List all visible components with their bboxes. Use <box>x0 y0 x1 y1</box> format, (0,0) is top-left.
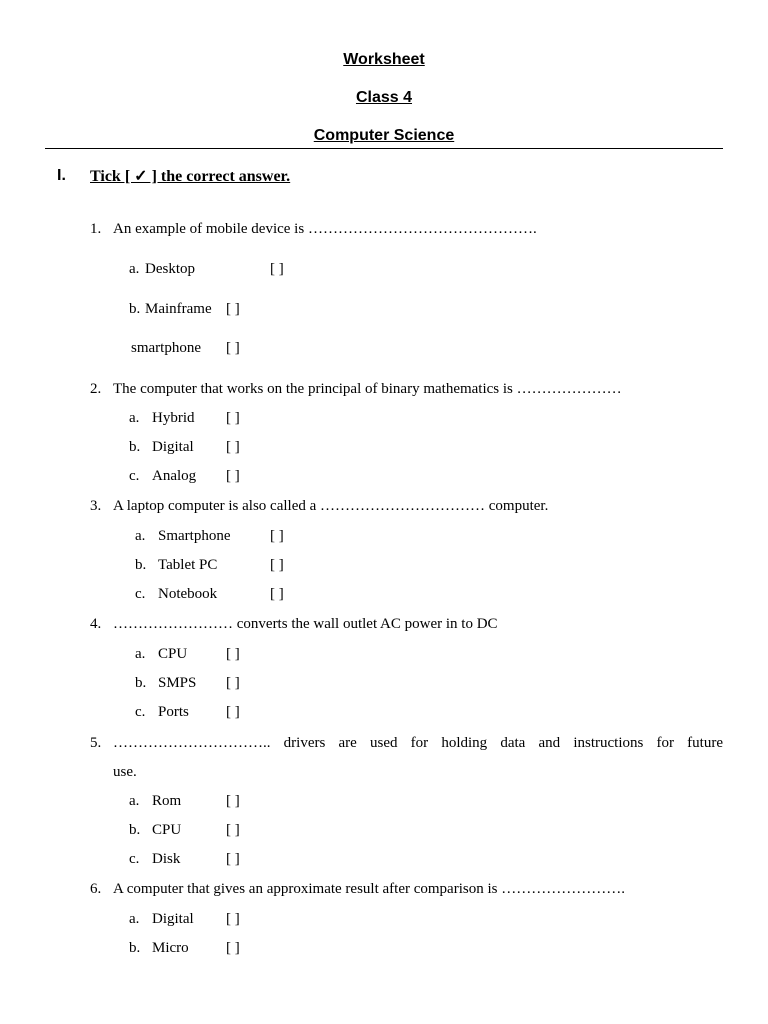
question-text: …………………… converts the wall outlet AC power in to DC <box>113 616 498 632</box>
option-label: Tablet PC <box>158 557 218 573</box>
answer-box[interactable]: [ ] <box>270 586 284 602</box>
answer-box[interactable]: [ ] <box>270 557 284 573</box>
answer-box[interactable]: [ ] <box>226 410 240 426</box>
option-letter: b. <box>129 940 141 956</box>
section-number: I. <box>57 167 66 184</box>
option-letter: a. <box>129 911 140 927</box>
option-letter: c. <box>135 704 146 720</box>
question-text-line: use. <box>113 764 137 780</box>
option-label: Disk <box>152 851 181 867</box>
option-letter: c. <box>129 851 140 867</box>
option-label: Digital <box>152 911 194 927</box>
question-text: A computer that gives an approximate result after comparison is ……………………. <box>113 881 625 897</box>
option-label: Notebook <box>158 586 218 602</box>
option-label: smartphone <box>131 340 201 356</box>
answer-box[interactable]: [ ] <box>226 468 240 484</box>
question-text-line: ………………………….. drivers are used for holding data and instructions for future <box>113 735 723 751</box>
option-letter: b. <box>129 822 141 838</box>
question-text: The computer that works on the principal of binary mathematics is ………………… <box>113 381 622 397</box>
option-label: CPU <box>152 822 182 838</box>
option-letter: b. <box>129 301 141 317</box>
answer-box[interactable]: [ ] <box>226 646 240 662</box>
answer-box[interactable]: [ ] <box>226 940 240 956</box>
worksheet-title: Worksheet <box>343 51 425 68</box>
question-text: An example of mobile device is ………………………………………. <box>113 221 537 237</box>
option-letter: c. <box>129 468 140 484</box>
answer-box[interactable]: [ ] <box>226 911 240 927</box>
question-number: 3. <box>90 498 102 514</box>
option-label: Ports <box>158 704 189 720</box>
option-label: SMPS <box>158 675 197 691</box>
answer-box[interactable]: [ ] <box>226 822 240 838</box>
option-label: Digital <box>152 439 194 455</box>
class-label: Class 4 <box>355 89 413 106</box>
question-number: 6. <box>90 881 102 897</box>
option-letter: c. <box>135 586 146 602</box>
option-letter: a. <box>129 410 140 426</box>
answer-box[interactable]: [ ] <box>270 528 284 544</box>
option-label: Smartphone <box>158 528 231 544</box>
question-number: 5. <box>90 735 102 751</box>
answer-box[interactable]: [ ] <box>270 261 284 277</box>
option-letter: a. <box>129 793 140 809</box>
option-letter: b. <box>129 439 141 455</box>
option-letter: a. <box>129 261 140 277</box>
question-number: 1. <box>90 221 102 237</box>
answer-box[interactable]: [ ] <box>226 704 240 720</box>
option-label: Desktop <box>145 261 195 277</box>
option-letter: b. <box>135 675 147 691</box>
option-label: Rom <box>152 793 182 809</box>
question-number: 4. <box>90 616 102 632</box>
option-label: Analog <box>152 468 197 484</box>
answer-box[interactable]: [ ] <box>226 851 240 867</box>
answer-box[interactable]: [ ] <box>226 793 240 809</box>
answer-box[interactable]: [ ] <box>226 301 240 317</box>
option-label: Micro <box>152 940 189 956</box>
option-label: Hybrid <box>152 410 195 426</box>
option-letter: a. <box>135 646 146 662</box>
question-text: A laptop computer is also called a …………………………… computer. <box>113 498 549 514</box>
header-divider <box>45 148 723 149</box>
option-letter: a. <box>135 528 146 544</box>
option-label: Mainframe <box>145 301 212 317</box>
subject-title: Computer Science <box>313 127 455 144</box>
option-label: CPU <box>158 646 188 662</box>
answer-box[interactable]: [ ] <box>226 675 240 691</box>
answer-box[interactable]: [ ] <box>226 439 240 455</box>
section-instruction: Tick [ ✓ ] the correct answer. <box>90 168 291 185</box>
option-letter: b. <box>135 557 147 573</box>
answer-box[interactable]: [ ] <box>226 340 240 356</box>
question-number: 2. <box>90 381 102 397</box>
